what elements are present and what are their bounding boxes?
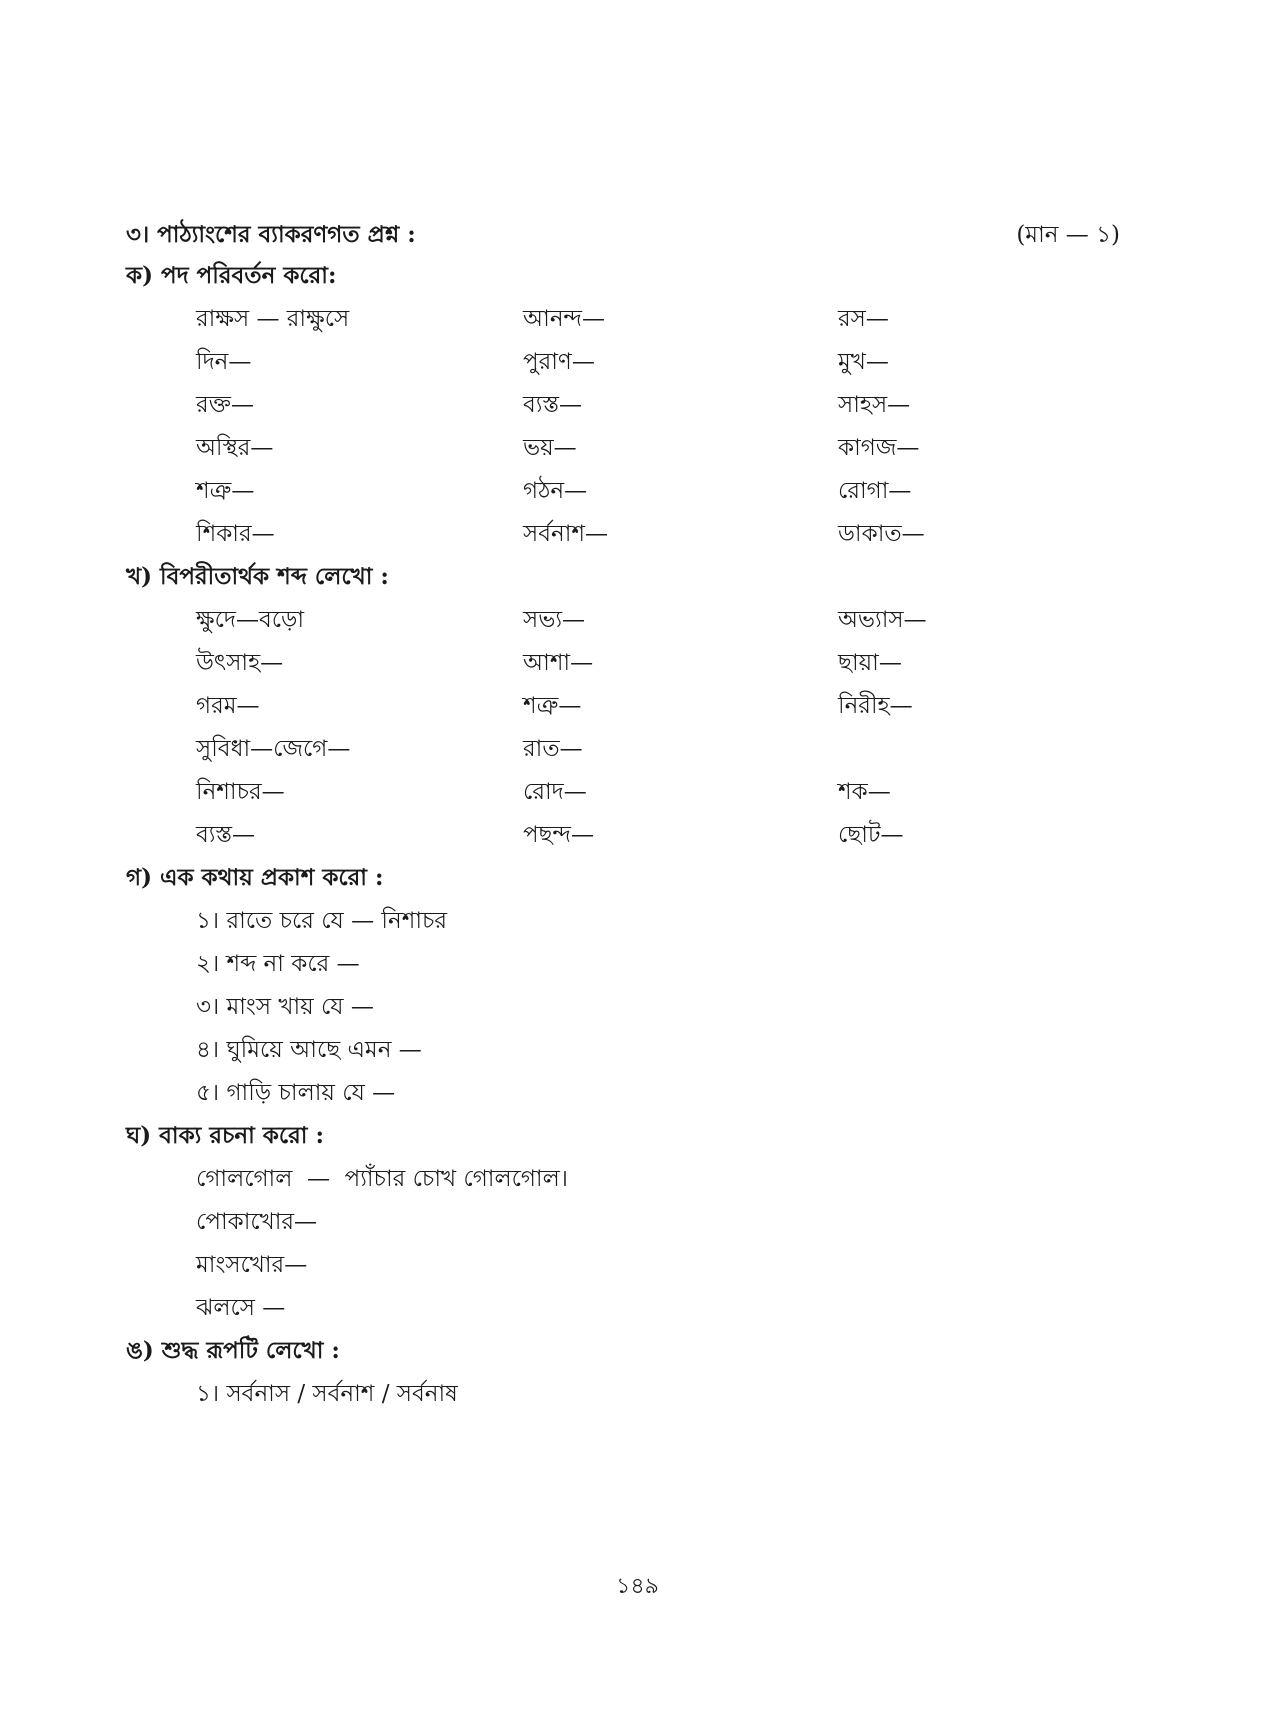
word-cell: সুবিধা—জেগে— (196, 736, 351, 762)
word-cell: কাগজ— (838, 435, 920, 461)
word-cell: ব্যস্ত— (523, 392, 583, 418)
part-ga-item (0, 1030, 1275, 1070)
part-kha-row (0, 815, 1275, 855)
part-ka-row (0, 514, 1275, 554)
word-cell: পছন্দ— (523, 822, 595, 848)
part-kha-heading-row (0, 557, 1275, 597)
part-kha-row (0, 600, 1275, 640)
word-cell: অস্থির— (196, 435, 274, 461)
word-cell: সর্বনাশ— (523, 521, 609, 547)
part-ka-heading: ক) পদ পরিবর্তন করো: (126, 262, 337, 289)
part-gha-item (0, 1288, 1275, 1328)
word-cell: আশা— (523, 650, 594, 676)
list-item: ৫। গাড়ি চালায় যে — (196, 1080, 396, 1106)
list-item: মাংসখোর— (196, 1252, 308, 1278)
page-number: ১৪৯ (616, 1574, 659, 1599)
part-umo-heading-row (0, 1331, 1275, 1371)
part-kha-heading: খ) বিপরীতার্থক শব্দ লেখো : (126, 563, 389, 590)
word-cell: মুখ— (838, 349, 889, 375)
part-kha-row (0, 729, 1275, 769)
word-cell: আনন্দ— (523, 306, 606, 332)
part-ka-row (0, 385, 1275, 425)
word-cell: গরম— (196, 693, 260, 719)
part-ka-row (0, 471, 1275, 511)
word-cell: শিকার— (196, 521, 275, 547)
word-cell: ক্ষুদে—বড়ো (196, 607, 305, 633)
word-cell: রস— (838, 306, 889, 332)
word-cell: ডাকাত— (838, 521, 925, 547)
part-ga-heading-row (0, 858, 1275, 898)
word-cell: ছোট— (838, 822, 904, 848)
list-item: ১। রাতে চরে যে — নিশাচর (196, 908, 448, 934)
part-ga-item (0, 987, 1275, 1027)
part-ka-row (0, 342, 1275, 382)
word-cell: সাহস— (838, 392, 911, 418)
part-ga-item (0, 901, 1275, 941)
part-gha-heading: ঘ) বাক্য রচনা করো : (126, 1122, 324, 1149)
part-ka-row (0, 299, 1275, 339)
part-gha-item (0, 1202, 1275, 1242)
word-cell: রাত— (523, 736, 583, 762)
part-kha-row (0, 772, 1275, 812)
list-item: ২। শব্দ না করে — (196, 951, 360, 977)
word-cell: ভয়— (523, 435, 577, 461)
part-ka-heading-row (0, 256, 1275, 296)
part-umo-item (0, 1374, 1275, 1414)
part-gha-item (0, 1245, 1275, 1285)
word-cell: নিরীহ— (838, 693, 913, 719)
part-gha-item (0, 1159, 1275, 1199)
word-cell: ছায়া— (838, 650, 902, 676)
part-ga-item (0, 1073, 1275, 1113)
list-item: ৩। মাংস খায় যে — (196, 994, 374, 1020)
word-cell: সভ্য— (523, 607, 586, 633)
list-item: পোকাখোর— (196, 1209, 318, 1235)
word-cell: নিশাচর— (196, 779, 285, 805)
word-cell: দিন— (196, 349, 252, 375)
part-ga-item (0, 944, 1275, 984)
word-cell: শত্রু— (523, 693, 582, 719)
part-kha-row (0, 643, 1275, 683)
word-cell: গঠন— (523, 478, 588, 504)
marks-label: (মান — ১) (1016, 222, 1120, 248)
word-cell: শক— (838, 779, 891, 805)
list-item: ১। সর্বনাস / সর্বনাশ / সর্বনাষ (196, 1381, 458, 1407)
word-cell: অভ্যাস— (838, 607, 927, 633)
section-title-row (0, 215, 1275, 255)
part-umo-heading: ঙ) শুদ্ধ রূপটি লেখো : (126, 1337, 340, 1364)
word-cell: ব্যস্ত— (196, 822, 256, 848)
list-item: গোলগোল — প্যাঁচার চোখ গোলগোল। (196, 1166, 568, 1192)
part-ka-row (0, 428, 1275, 468)
list-item: ৪। ঘুমিয়ে আছে এমন — (196, 1037, 422, 1063)
part-gha-heading-row (0, 1116, 1275, 1156)
part-kha-row (0, 686, 1275, 726)
word-cell: রক্ত— (196, 392, 254, 418)
word-cell: রোদ— (523, 779, 587, 805)
word-cell: উৎসাহ— (196, 650, 284, 676)
part-ga-heading: গ) এক কথায় প্রকাশ করো : (126, 864, 384, 891)
word-cell: পুরাণ— (523, 349, 595, 375)
word-cell: শত্রু— (196, 478, 255, 504)
word-cell: রোগা— (838, 478, 912, 504)
section-title: ৩। পাঠ্যাংশের ব্যাকরণগত প্রশ্ন : (126, 221, 416, 248)
list-item: ঝলসে — (196, 1295, 286, 1321)
word-cell: রাক্ষস — রাক্ষুসে (196, 306, 350, 332)
